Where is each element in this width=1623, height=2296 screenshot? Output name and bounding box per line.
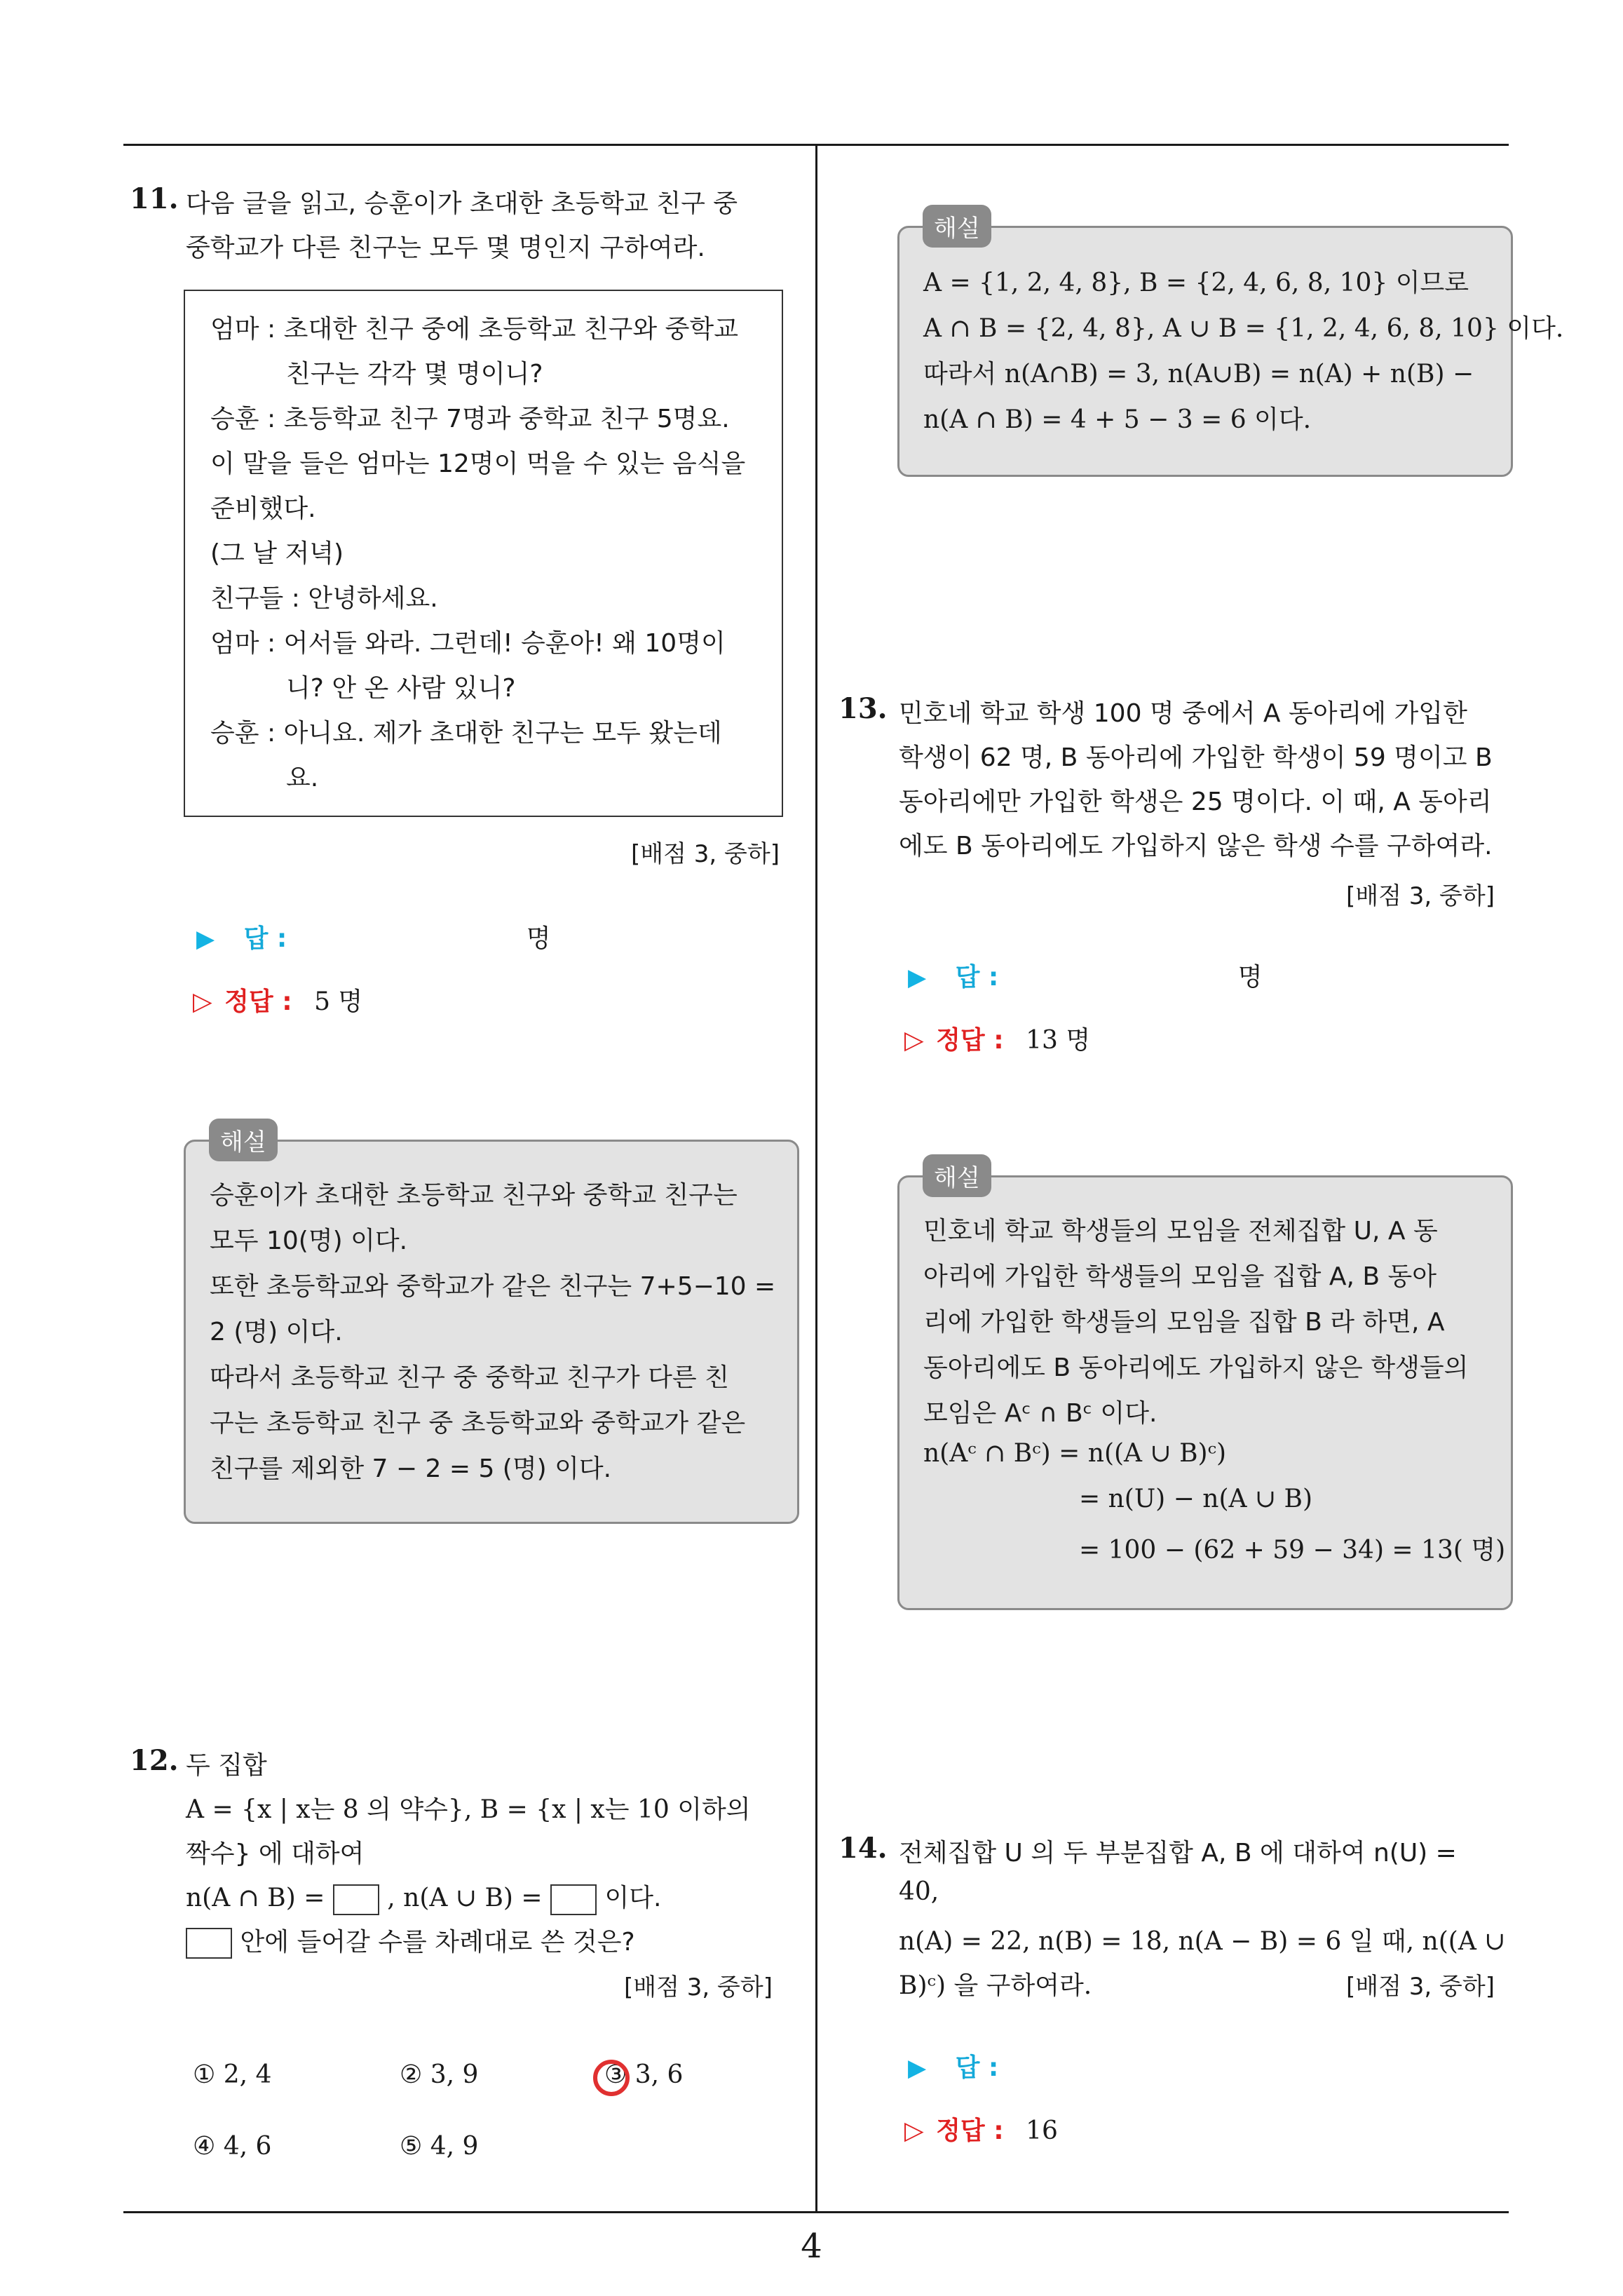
correct-answer-row — [904, 1020, 1090, 1056]
solution-line: 모임은 Aᶜ ∩ Bᶜ 이다. — [923, 1399, 1157, 1428]
answer-unit: 명 — [526, 924, 551, 953]
solution-line: A = {1, 2, 4, 8}, B = {2, 4, 6, 8, 10} 이므로 — [923, 269, 1469, 297]
answer-row — [908, 957, 1263, 993]
column-divider — [815, 144, 817, 2213]
play-icon: ▶ — [908, 2054, 927, 2082]
dialog-line: 승훈 : 아니요. 제가 초대한 친구는 모두 왔는데 — [210, 719, 722, 748]
answer-row — [908, 2048, 998, 2084]
correct-label: 정답 : — [936, 1026, 1004, 1055]
blank-instruction: 안에 들어갈 수를 차례대로 쓴 것은? — [240, 1928, 635, 1957]
blank-box — [550, 1884, 597, 1915]
solution-line: A ∩ B = {2, 4, 8}, A ∪ B = {1, 2, 4, 6, 8, 10} 이다. — [923, 314, 1564, 343]
solution-line: = 100 − (62 + 59 − 34) = 13( 명) — [1079, 1536, 1506, 1565]
question-text-line — [186, 1878, 661, 1915]
expr-end: 이다. — [604, 1884, 662, 1912]
expr-intersection: n(A ∩ B) = — [186, 1884, 325, 1912]
question-text-line: A = {x | x는 8 의 약수}, B = {x | x는 10 이하의 — [186, 1795, 751, 1824]
solution-box — [897, 226, 1564, 477]
solution-line: 따라서 초등학교 친구 중 중학교 친구가 다른 친 — [210, 1363, 729, 1392]
question-text-line: 민호네 학교 학생 100 명 중에서 A 동아리에 가입한 — [899, 699, 1467, 728]
score-label: [배점 3, 중하] — [631, 840, 780, 868]
score-label: [배점 3, 중하] — [1346, 1973, 1495, 2001]
question-number: 14. — [838, 1832, 888, 1865]
solution-line: = n(U) − n(A ∪ B) — [1079, 1485, 1313, 1513]
dialog-line: 엄마 : 어서들 와라. 그런데! 승훈아! 왜 10명이 — [210, 629, 726, 658]
dialog-line: 이 말을 들은 엄마는 12명이 먹을 수 있는 음식을 — [210, 450, 746, 478]
answer-label: 답 : — [955, 963, 999, 992]
correct-answer-row — [904, 2111, 1058, 2147]
question-text-line: 짝수} 에 대하여 — [186, 1839, 365, 1868]
dialog-line: 엄마 : 초대한 친구 중에 초등학교 친구와 중학교 — [210, 315, 738, 344]
question-text-line: n(A) = 22, n(B) = 18, n(A − B) = 6 일 때, n((A ∪ — [899, 1927, 1506, 1956]
solution-box — [184, 1140, 799, 1524]
dialog-line: 승훈 : 초등학교 친구 7명과 중학교 친구 5명요. — [210, 405, 730, 433]
dialog-line: (그 날 저녁) — [210, 539, 344, 568]
dialog-line: 니? 안 온 사람 있니? — [286, 674, 516, 703]
question-text-line: 두 집합 — [186, 1751, 267, 1780]
solution-line: 친구를 제외한 7 − 2 = 5 (명) 이다. — [210, 1454, 612, 1483]
choice-1[interactable]: ① 2, 4 — [193, 2060, 272, 2089]
solution-line: 민호네 학교 학생들의 모임을 전체집합 U, A 동 — [923, 1217, 1438, 1245]
blank-box — [333, 1884, 379, 1915]
expr-union: , n(A ∪ B) = — [387, 1884, 543, 1912]
score-label: [배점 3, 중하] — [1346, 882, 1495, 910]
choice-3[interactable]: ③ 3, 6 — [604, 2060, 684, 2089]
choice-5[interactable]: ⑤ 4, 9 — [400, 2132, 479, 2161]
question-text-line: 동아리에만 가입한 학생은 25 명이다. 이 때, A 동아리 — [899, 788, 1492, 816]
bottom-rule — [123, 2211, 1509, 2213]
solution-tab: 해설 — [209, 1119, 278, 1161]
correct-label: 정답 : — [936, 2116, 1004, 2145]
solution-tab: 해설 — [923, 205, 991, 248]
answer-label: 답 : — [955, 2053, 999, 2082]
question-text-line: 학생이 62 명, B 동아리에 가입한 학생이 59 명이고 B — [899, 743, 1493, 772]
score-label: [배점 3, 중하] — [624, 1973, 773, 2001]
answer-row — [196, 919, 551, 954]
solution-tab: 해설 — [923, 1154, 991, 1197]
answer-label: 답 : — [243, 924, 287, 953]
solution-line: 동아리에도 B 동아리에도 가입하지 않은 학생들의 — [923, 1353, 1469, 1382]
solution-line: n(A ∩ B) = 4 + 5 − 3 = 6 이다. — [923, 405, 1312, 434]
solution-line: 아리에 가입한 학생들의 모임을 집합 A, B 동아 — [923, 1262, 1437, 1291]
dialog-line: 친구는 각각 몇 명이니? — [286, 360, 543, 389]
solution-line: 모두 10(명) 이다. — [210, 1227, 408, 1255]
question-text-line: 전체집합 U 의 두 부분집합 A, B 에 대하여 n(U) = — [899, 1839, 1457, 1868]
solution-line: 승훈이가 초대한 초등학교 친구와 중학교 친구는 — [210, 1181, 738, 1210]
question-text-line — [186, 1922, 635, 1959]
play-icon: ▶ — [908, 964, 927, 992]
triangle-outline-icon: ▷ — [904, 1026, 924, 1055]
answer-unit: 명 — [1237, 963, 1263, 992]
question-number: 11. — [130, 182, 179, 215]
question-text-line: B)ᶜ) 을 구하여라. — [899, 1971, 1092, 2000]
dialog-line: 친구들 : 안녕하세요. — [210, 584, 438, 613]
solution-line: n(Aᶜ ∩ Bᶜ) = n((A ∪ B)ᶜ) — [923, 1439, 1227, 1468]
answer-circle-mark — [593, 2060, 630, 2096]
solution-line: 2 (명) 이다. — [210, 1318, 343, 1346]
question-text-line: 에도 B 동아리에도 가입하지 않은 학생 수를 구하여라. — [899, 832, 1493, 860]
solution-line: 따라서 n(A∩B) = 3, n(A∪B) = n(A) + n(B) − — [923, 360, 1474, 389]
question-text-line: 다음 글을 읽고, 승훈이가 초대한 초등학교 친구 중 — [186, 189, 738, 218]
correct-value: 16 — [1026, 2116, 1058, 2145]
correct-value: 13 명 — [1026, 1026, 1091, 1055]
question-number: 12. — [130, 1744, 179, 1777]
page-number: 4 — [801, 2227, 822, 2266]
solution-line: 또한 초등학교와 중학교가 같은 친구는 7+5−10 = — [210, 1272, 776, 1301]
play-icon: ▶ — [196, 925, 215, 953]
correct-answer-row — [193, 982, 362, 1018]
dialog-line: 요. — [286, 764, 319, 792]
solution-line: 구는 초등학교 친구 중 초등학교와 중학교가 같은 — [210, 1409, 746, 1438]
solution-box — [897, 1175, 1513, 1610]
dialog-box — [184, 290, 783, 817]
question-number: 13. — [838, 692, 888, 725]
blank-box — [186, 1928, 232, 1959]
correct-value: 5 명 — [314, 987, 363, 1016]
correct-label: 정답 : — [224, 987, 292, 1016]
question-text-line: 40, — [899, 1877, 939, 1906]
triangle-outline-icon: ▷ — [904, 2116, 924, 2145]
solution-line: 리에 가입한 학생들의 모임을 집합 B 라 하면, A — [923, 1308, 1445, 1337]
choice-2[interactable]: ② 3, 9 — [400, 2060, 479, 2089]
dialog-line: 준비했다. — [210, 494, 316, 523]
question-text-line: 중학교가 다른 친구는 모두 몇 명인지 구하여라. — [186, 234, 705, 262]
triangle-outline-icon: ▷ — [193, 987, 212, 1016]
choice-4[interactable]: ④ 4, 6 — [193, 2132, 272, 2161]
